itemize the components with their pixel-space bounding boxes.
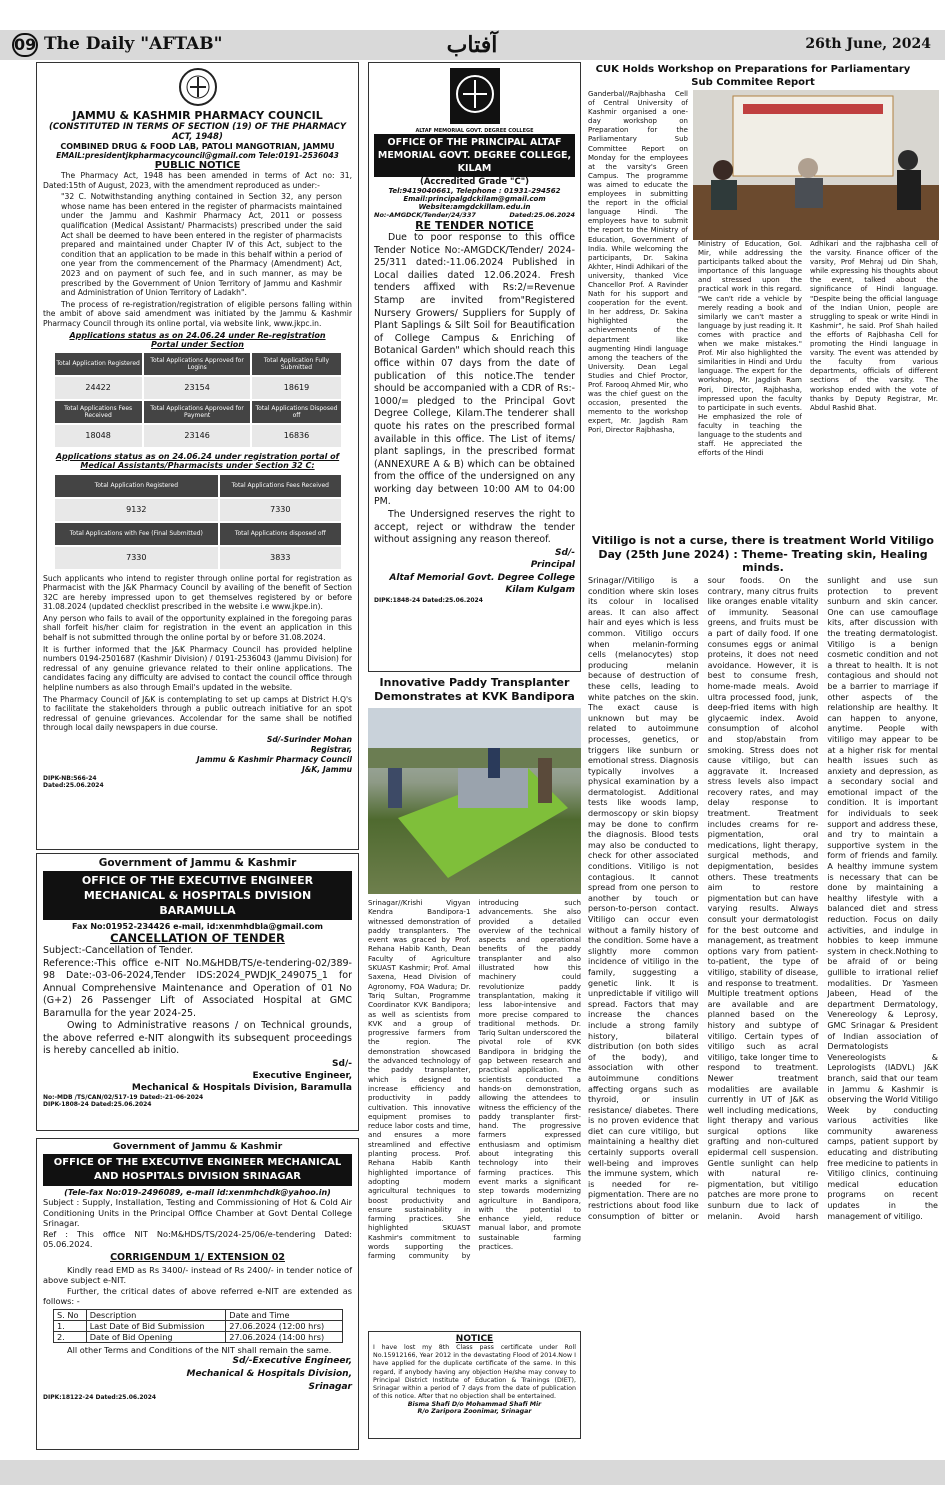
table-cell: 23154 xyxy=(143,376,252,400)
baramulla-dipk: DIPK-1808-24 Dated:25.06.2024 xyxy=(43,1100,152,1108)
kilam-body: Due to poor response to this office Tender Notice No:-AMGDCK/Tender/ 2024-25/311 dated:-11.06.2024 Published in Local dailies dated 12.06.2024. Fresh tenders affixed with Rs:2/=Revenue Stamp are invited from"Registered Nursery Growers/ Suppliers for Supply of Plant Saplings & Silt Soil for Beautification of College Campus & Enriching of Botanical Garden" which should reach this office within 07 days from the date of publication of this notice.The tender should be accompanied with a CDR of Rs:- 1000/= pledged to the Principal Govt Degree College, Kilam.The tenderer shall quote his rates on the prescribed formal available in this office. The List of items/ plant saplings, in the prescribed format (ANNEXURE A & B) which can be obtained from the office of the undersigned on any working day between 10:00 AM to 04:00 PM. xyxy=(374,232,575,508)
table-cell: Total Application Fully Submitted xyxy=(251,352,341,376)
signature-line: Mechanical & Hospitals Division, Baramulla xyxy=(131,1082,352,1093)
table-cell: Date of Bid Opening xyxy=(86,1331,226,1342)
baramulla-body: Owing to Administrative reasons / on Technical grounds, the above referred e-NIT alongwith its subsequent proceedings is hereby cancelled ab initio. xyxy=(43,1020,352,1056)
critical-dates-table xyxy=(53,1309,343,1343)
table-cell: Total Applications Approved for Logins xyxy=(143,352,252,376)
table-cell: 9132 xyxy=(54,498,220,522)
cuk-col1: Ganderbal//Rajbhasha Cell of Central University of Kashmir organised a one-day workshop on Preparation for the Parliamentary Sub Committee Report on Monday for the employees at the varsity's Green Campus. The programme was aimed to educate the employees in submitting the report in the official language Hindi. The employees have to submit the report to the Ministry of Education, Government of India. While welcoming the participants, Dr. Sakina Akhter, Hindi Adhikari of the university, thanked Vice Chancellor Prof. A Ravinder Nath for his support and cooperation for the event. In her address, Dr. Sakina highlighted the achievements of the department like augmenting Hindi language among the teachers of the University. Dean Legal Studies and Chief Proctor, Prof. Farooq Ahmed Mir, who was the chief guest on the occasion, presented the memento to the workshop expert, Mr. Jagdish Ram Pori, Director Rajbhasha, xyxy=(588,90,688,435)
table-cell: Total Applications Disposed off xyxy=(251,400,341,424)
paddy-transplanter-photo xyxy=(368,708,581,894)
signature-line: Sd/- xyxy=(555,547,575,558)
pharmacy-signature xyxy=(43,735,352,775)
table-header: Date and Time xyxy=(226,1309,343,1320)
pharmacy-dipk xyxy=(43,775,352,789)
table-cell: 7330 xyxy=(219,498,341,522)
table-cell: 23146 xyxy=(143,424,252,448)
signature-line: Sd/-Executive Engineer, xyxy=(232,1356,352,1366)
pharmacy-para2: The process of re-registration/registration of eligible persons falling within the ambit of above said amendment was initiated by the Jammu & Kashmir Pharmacy Council through its online portal, via website link, www.jkpc.in. xyxy=(43,299,352,328)
page-footer-bar xyxy=(0,1460,945,1485)
cuk-workshop-photo xyxy=(693,90,939,240)
table-cell: Total Application Registered xyxy=(54,474,220,498)
notice-heading: NOTICE xyxy=(455,1334,494,1344)
issue-date: 26th June, 2024 xyxy=(805,36,931,52)
reregistration-status-table xyxy=(53,351,343,449)
signature-line: Sd/-Surinder Mohan xyxy=(266,735,352,744)
signature-line: Sd/- xyxy=(332,1058,352,1069)
table-cell: Total Applications with Fee (Final Submitted) xyxy=(54,522,220,546)
pharmacy-para4: Any person who fails to avail of the opportunity explained in the foregoing paras shall forfeit his/her claim for registration in the event an application in this behalf is not submitted through the online portal by or before 31.08.2024. xyxy=(43,613,352,643)
kilam-ref-no: No:-AMGDCK/Tender/24/337 xyxy=(374,211,476,219)
signature-line: Altaf Memorial Govt. Degree College xyxy=(389,572,575,583)
kilam-email: Email:principalgdckilam@gmail.com xyxy=(403,195,546,203)
srinagar-ref: Ref : This office NIT No:M&HDS/TS/2024-25/06/e-tendering Dated: 05.06.2024. xyxy=(43,1228,352,1249)
kilam-retender-ad xyxy=(368,62,581,672)
srinagar-subject: Subject : Supply, Installation, Testing and Commissioning of Hot & Cold Air Conditioning Units in the Principal Office Chamber at Govt Dental College Srinagar. xyxy=(43,1197,352,1228)
corrigendum-heading: CORRIGENDUM 1/ EXTENSION 02 xyxy=(110,1251,285,1263)
srinagar-contact: (Tele-fax No:019-2496089, e-mail id:xenmhchdk@yahoo.in) xyxy=(64,1188,331,1197)
dipk-date: Dated:25.06.2024 xyxy=(43,782,104,789)
cuk-headline: CUK Holds Workshop on Preparations for Parliamentary Sub Commitee Report xyxy=(595,64,911,88)
table-cell: 18048 xyxy=(54,424,143,448)
masthead-logo: آفتاب xyxy=(446,32,498,58)
table-cell: Total Applications Approved for Payment xyxy=(143,400,252,424)
srinagar-govt: Government of Jammu & Kashmir xyxy=(112,1142,283,1152)
table-cell: 7330 xyxy=(54,546,220,570)
baramulla-subject: Subject:-Cancellation of Tender. xyxy=(43,945,194,956)
kilam-office: OFFICE OF THE PRINCIPAL ALTAF MEMORIAL GOVT. DEGREE COLLEGE, KILAM xyxy=(374,134,575,177)
baramulla-signature xyxy=(43,1058,352,1094)
table-cell: 1. xyxy=(54,1320,87,1331)
baramulla-office: OFFICE OF THE EXECUTIVE ENGINEER MECHANICAL & HOSPITALS DIVISION BARAMULLA xyxy=(43,871,352,920)
cuk-col3: Adhikari and the rajbhasha cell of the varsity. Finance officer of the varsity, Prof Mehraj ud Din Shah, while expressing his thoughts about the event, talked about the significance of Hindi language. "Despite being the official language of the Indian Union, people are struggling to speak or write Hindi in Kashmir", he said. Prof Shah hailed the efforts of Rajbhasha Cell for promoting the Hindi language in varsity. The event was attended by the faculty from various departments, officials of different sections of the varsity. The workshop ended with the vote of thanks by Deputy Registrar, Mr. Abdul Rashid Bhat. xyxy=(810,240,938,412)
baramulla-tender-ad xyxy=(36,853,359,1131)
signature-line: Executive Engineer, xyxy=(252,1070,352,1081)
table-cell: 3833 xyxy=(219,546,341,570)
table-cell: 27.06.2024 (12:00 hrs) xyxy=(226,1320,343,1331)
table-cell: Total Application Registered xyxy=(54,352,143,376)
table-cell: 24422 xyxy=(54,376,143,400)
cuk-col2: Ministry of Education, GoI. Mir, while addressing the participants talked about the importance of this language and stressed upon the practical work in this regard. "We can't ride a vehicle by merely reading a book and similarly we can't master a language by just reading it. It comes with practice and when we make mistakes." Prof. Mir also highlighted the similarities in Hindi and Urdu language. The expert for the workshop, Mr. Jagdish Ram Pori, Director, Rajbhasha, impressed upon the faculty to participate in such events. He emphasized the role of faculty in teaching the language to the students and staff. He appreciated the efforts of the Hindi xyxy=(698,240,802,458)
pharmacy-para5: It is further informed that the J&K Pharmacy Council has provided helpline numbers 0194-2501687 (Kashmir Division) / 0191-2536043 (Jammu Division) for redressal of any genuine grievance related to their online applications. The candidates facing any difficulty are advised to contact the council office through helpline numbers as also through Email's updated in the website. xyxy=(43,644,352,693)
retender-heading: RE TENDER NOTICE xyxy=(415,219,534,232)
baramulla-heading: CANCELLATION OF TENDER xyxy=(110,931,285,945)
college-logo xyxy=(374,66,575,128)
srinagar-p2: Further, the critical dates of above referred e-NIT are extended as follows: - xyxy=(43,1285,352,1306)
kilam-dated: Dated:25.06.2024 xyxy=(509,211,575,219)
table-row xyxy=(54,1320,343,1331)
paddy-article-body: Srinagar//Krishi Vigyan Kendra Bandipora-1 witnessed demonstration of paddy transplanters. The event was graced by Prof. Rehana Habib Kanth, Dean Faculty of Agriculture SKUAST Kashmir; Prof. Amal Saxena, Head Division of Agronomy, FOA Wadura; Dr. Tariq Sultan, Programme Coordinator KVK Bandipora; as well as scientists from KVK and a group of progressive farmers from the region. The demonstration showcased the advanced technology of the paddy transplanter, which is designed to increase efficiency and productivity in paddy cultivation. This innovative equipment promises to reduce labor costs and time, and ensures a more streamlined and effective planting process. Prof. Rehana Habib Kanth highlighted importance of adopting modern agricultural techniques to boost productivity and ensure sustainability in farming practices. She highlighted SKUAST Kashmir's commitment to words supporting the farming community by introducing such advancements. She also provided a detailed overview of the technical aspects and operational benefits of the paddy transplanter and also illustrated how this machinery could revolutionize paddy transplantation, making it less labor-intensive and more precise compared to traditional methods. Dr. Tariq Sultan underscored the pivotal role of KVK Bandipora in bridging the gap between research and practical application. The scientists conducted a hands-on demonstration, allowing the attendees to witness the efficiency of the paddy transplanter first-hand. The progressive farmers expressed enthusiasm and optimism about integrating this technology into their farming practices. This event marks a significant step towards modernizing agriculture in Bandipora, with the potential to enhance yield, reduce manual labor, and promote sustainable farming practices. xyxy=(368,898,581,1261)
signature-line: J&K, Jammu xyxy=(301,765,352,774)
section32c-status-table xyxy=(53,473,343,571)
signature-line: Principal xyxy=(530,560,575,571)
pharmacy-para3: Such applicants who intend to register through online portal for registration as Pharmacist with the J&K Pharmacy Council by availing of the benefit of Section 32C are hereby impressed upon to get themselves registered by or before 31.08.2024 (updated checklist prescribed in the website i.e www.jkpe.in). xyxy=(43,573,352,612)
table-cell: Total Applications disposed off xyxy=(219,522,341,546)
pharmacy-title: JAMMU & KASHMIR PHARMACY COUNCIL xyxy=(72,109,323,122)
srinagar-p3: All other Terms and Conditions of the NIT shall remain the same. xyxy=(67,1344,332,1355)
notice-body: I have lost my 8th Class pass certificate under Roll No.15912166, Year 2012 in the devastating Flood of 2014.Now I have applied for the duplicate certificate of the same. In this regard, if anybody having any objection He/she may convey to Principal District Institute of Education & Trainings (DIET), Srinagar within a period of 7 days from the date of publication of this notice. After that no objection shall be entertained. xyxy=(373,1344,576,1401)
pharmacy-seal-icon xyxy=(176,67,220,107)
baramulla-reference: Reference:-This office e-NIT No.M&HDB/TS/e-tendering-02/389-98 Date:-03-06-2024,Tender IDS:2024_PWDJK_249075_1 for Annual Comprehensive Maintenance and Operation of 01 No (G+2) 26 Passenger Lift of Associated Hospital at GMC Baramulla for the year 2024-25. xyxy=(43,957,352,1019)
paddy-headline: Innovative Paddy Transplanter Demonstrates at KVK Bandipora xyxy=(374,676,575,703)
paper-name: The Daily "AFTAB" xyxy=(44,34,223,54)
table-header: Description xyxy=(86,1309,226,1320)
lost-certificate-notice xyxy=(368,1331,581,1439)
table2-caption: Applications status as on 24.06.24 under registration portal of Medical Assistants/Pharmacists under Section 32 C: xyxy=(55,451,340,470)
paddy-field-image xyxy=(368,708,581,894)
table1-caption: Applications status as on 24.06.24 under Re-registration Portal under Section xyxy=(69,330,326,349)
table-header: S. No xyxy=(54,1309,87,1320)
srinagar-corrigendum-ad xyxy=(36,1138,359,1450)
signature-line: Kilam Kulgam xyxy=(505,585,575,596)
notice-signature: Bisma Shafi D/o Mohammad Shafi Mir xyxy=(407,1401,542,1409)
vitiligo-headline: Vitiligo is not a curse, there is treatment World Vitiligo Day (25th June 2024) : Theme- Treating skin, Healing minds. xyxy=(592,534,934,574)
srinagar-dipk: DIPK:18122-24 Dated:25.06.2024 xyxy=(43,1394,157,1401)
signature-line: Jammu & Kashmir Pharmacy Council xyxy=(196,755,352,764)
srinagar-p1: Kindly read EMD as Rs 3400/- instead of Rs 2400/- in tender notice of above subject e-NIT. xyxy=(43,1264,352,1285)
table-cell: 18619 xyxy=(251,376,341,400)
srinagar-office: OFFICE OF THE EXECUTIVE ENGINEER MECHANICAL AND HOSPITALS DIVISION SRINAGAR xyxy=(43,1154,352,1186)
table-cell: 2. xyxy=(54,1331,87,1342)
pharmacy-address: COMBINED DRUG & FOOD LAB, PATOLI MANGOTRIAN, JAMMU xyxy=(60,142,335,151)
baramulla-order-no: No:-MDB /TS/CAN/02/517-19 Dated:-21-06-2024 xyxy=(43,1093,204,1101)
pharmacy-subtitle: (CONSTITUTED IN TERMS OF SECTION (19) OF THE PHARMACY ACT, 1948) xyxy=(48,122,347,142)
srinagar-signature xyxy=(43,1355,352,1394)
pharmacy-council-ad xyxy=(36,62,359,850)
table-cell: Last Date of Bid Submission xyxy=(86,1320,226,1331)
pharmacy-quote: "32 C. Notwithstanding anything contained in Section 32, any person whose name has been entered in the register of pharmacists maintained under the Jammu and Kashmir Pharmacy Act, 2011 or possess qualification (Medical Assistant/ Pharmacists) prescribed under the said Act shall be deemed to have been entered in the register of pharmacists prepared and maintained under Chapter IV of this Act, subject to the condition that an application to be made in this behalf within a period of one year from the commencement of the Pharmacy (Amendment) Act, 2023 and on payment of such fee, and in such manner, as may be prescribed by the Government of Union Territory of Jammu and Kashmir and Administration of Union Territory of Ladakh". xyxy=(61,192,342,298)
signature-line: Srinagar xyxy=(308,1382,352,1392)
vitiligo-article-body: Srinagar//Vitiligo is a condition where skin loses its colour in localised areas. It can also affect hair and eyes which is less common. Vitiligo occurs when melanin-forming cells (melanocytes) stop producing melanin because of destruction of these cells, leading to white patches on the skin. The exact cause is unknown but may be related to autoimmune processes, genetics, or triggers like sunburn or emotional stress. Diagnosis typically involves a physical examination by a dermatologist. Additional tests like woods lamp, dermoscopy or skin biopsy may be done to confirm the diagnosis. Blood tests may also be conducted to check for other associated conditions. Vitiligo is not contagious. It cannot spread from one person to another by touch or person-to-person contact. Vitiligo can occur even without a family history of the condition. Some have a slightly more common incidence of vitiligo in the family, suggesting a genetic link. It is unpredictable if vitiligo will spread. Factors that may increase the chances include a strong family history, bilateral distribution (on both sides of the body), and association with other autoimmune conditions affecting organs such as thyroid, or insulin resistance/ diabetes. There is no proven evidence that diet can cure vitiligo, but maintaining a healthy diet certainly supports overall well-being and improves the immune system, which is needed for re-pigmentation. There are no restrictions about food like consumption of bitter or sour foods. On the contrary, many citrus fruits like oranges enable vitality of immunity. Seasonal greens, and fruits must be a part of daily food. If one consumes eggs or animal proteins, it does not need avoidance. However, it is best to consume fresh, home-made meals. Avoid ultra processed food, junk, deep-fried items with high glycaemic index. Avoid consumption of alcohol and stop/abstain from smoking. Stress does not cause vitiligo, but can aggravate it. Increased stress levels also impact recovery rates, and may delay response to treatment. Treatment includes creams for re-pigmentation, oral medications, light therapy, surgical methods, and depigmentation, besides others. These treatments aim to restore pigmentation but can have varying results. Always consult your dermatologist for the best outcome and management, as treatment options vary from patient-to-patient, the type of vitiligo, stability of disease, and response to treatment. Multiple treatment options are available and are planned based on the history and subtype of vitiligo. Certain types of vitiligo such as acral vitiligo, take longer time to respond to treatment. Newer treatment modalities are available currently in UT of J&K as well including medications, light therapy and various surgical options like grafting and non-cultured epidermal cell suspension. Gentle sunlight can help with natural re-pigmentation, but vitiligo patches are more prone to sunburn due to lack of melanin. Avoid harsh sunlight and use sun protection to prevent sunburn and skin cancer. One can use camouflage kits, after discussion with the treating dermatologist. Vitiligo is a benign cosmetic condition and not a threat to health. It is not contagious and should not be a barrier to marriage if other aspects of the relationship are healthy. It can happen to anyone, anytime. People with vitiligo may appear to be at a higher risk for mental health issues such as anxiety and depression, as a secondary social and emotional impact of the condition. It is important for individuals to seek support and address these, and try to maintain a supportive system in the form of friends and family. A healthy immune system is necessary that can be done by maintaining a healthy lifestyle with a balanced diet and stress reduction. Focus on daily activities, and indulge in hobbies to keep immune system in check.Nothing to be afraid of or being gullible to irrational relief modalities. Dr Yasmeen Jabeen, Head of the department Dermatology, Venereology & Leprosy, GMC Srinagar & President of Indian association of Dermatologists Venereologists & Leprologists (IADVL) J&K branch, said that our team in Jammu & Kashmir is observing the World Vitiligo Week by conducting various activities like community awareness camps, patient support by educating and distributing free medicine to patients in Vitiligo clinics, continuing medical education programs on recent updates in the management of vitiligo. xyxy=(588,576,938,1221)
table-cell: 27.06.2024 (14:00 hrs) xyxy=(226,1331,343,1342)
kilam-body2: The Undersigned reserves the right to accept, reject or withdraw the tender without assigning any reason thereof. xyxy=(374,509,575,546)
public-notice-heading: PUBLIC NOTICE xyxy=(154,160,241,171)
signature-line: Mechanical & Hospitals Division, xyxy=(186,1369,352,1379)
pharmacy-contact: EMAIL:presidentjkpharmacycouncil@gmail.com Tele:0191-2536043 xyxy=(56,151,339,160)
table-cell: Total Applications Fees Received xyxy=(54,400,143,424)
table-row xyxy=(54,1331,343,1342)
pharmacy-para1: The Pharmacy Act, 1948 has been amended in terms of Act no: 31, Dated:15th of August, 2023, with the amendment reproduced as under:- xyxy=(43,171,352,190)
kilam-accredited: (Accredited Grade "C") xyxy=(419,177,530,187)
page-number: 09 xyxy=(12,33,38,57)
notice-address: R/o Zaripora Zoonimar, Srinagar xyxy=(417,1408,532,1416)
college-seal-icon xyxy=(446,66,504,126)
dipk-number: DIPK-NB:566-24 xyxy=(43,775,97,782)
kilam-telephone: Tel:9419040661, Telephone : 01931-294562 xyxy=(388,187,561,195)
kilam-signature xyxy=(374,547,575,597)
baramulla-govt: Government of Jammu & Kashmir xyxy=(98,857,297,869)
college-logo-text: ALTAF MEMORIAL GOVT. DEGREE COLLEGE xyxy=(415,128,534,134)
workshop-image xyxy=(693,90,939,240)
table-cell: Total Applications Fees Received xyxy=(219,474,341,498)
kilam-dipk: DIPK:1848-24 Dated:25.06.2024 xyxy=(374,596,483,604)
pharmacy-logo xyxy=(43,67,352,109)
table-cell: 16836 xyxy=(251,424,341,448)
baramulla-contact: Fax No:01952-234426 e-mail, id:xenmhdbla@gmail.com xyxy=(72,922,323,931)
signature-line: Registrar, xyxy=(310,745,352,754)
pharmacy-para6: The Pharmacy Council of J&K is contemplating to set up camps at District H.Q's to facilitate the stakeholders through a public outreach initiative for an spot redressal of genuine grievances. Accolendar for the same shall be notified through local daily newspapers in due course. xyxy=(43,694,352,733)
kilam-website: Website:amgdckillam.edu.in xyxy=(418,203,531,211)
